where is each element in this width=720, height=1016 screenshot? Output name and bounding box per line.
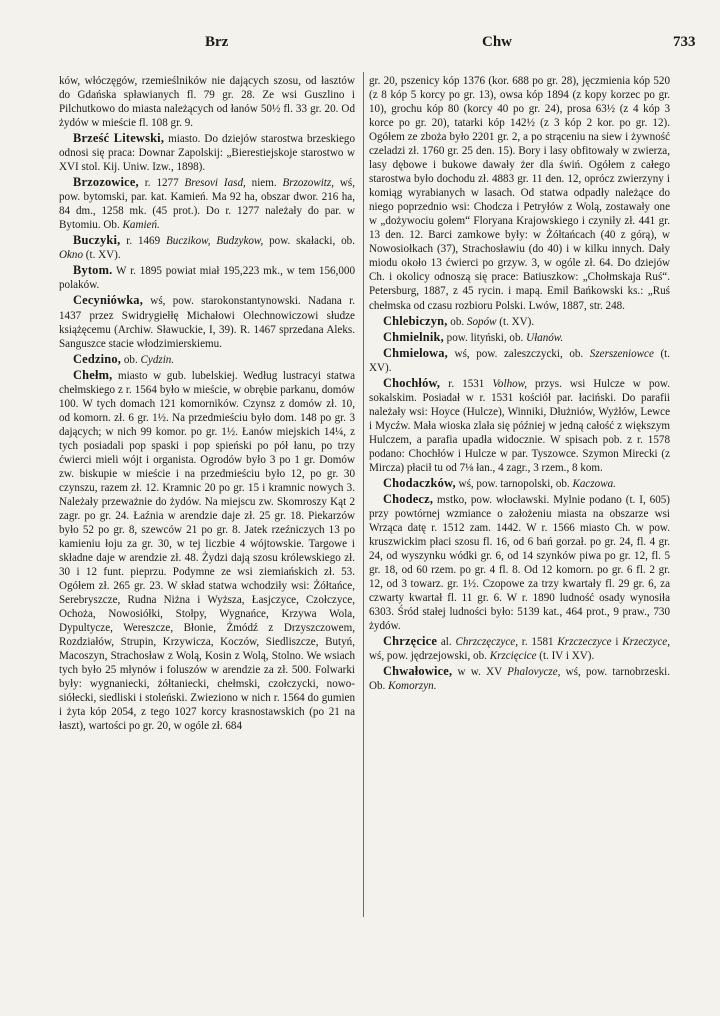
entry-italic: Buczikow, Budzykow,	[166, 235, 264, 248]
dictionary-entry	[369, 634, 670, 663]
entry-italic: Sopów	[466, 315, 497, 328]
dictionary-entry	[369, 330, 670, 345]
entry-italic: Chrzczęczyce,	[455, 636, 518, 649]
entry-text: w w. XV	[452, 666, 508, 679]
entry-headword: Brześć Litewski,	[73, 131, 165, 146]
entry-text: gr. 20, pszenicy kóp 1376 (kor. 688 po gr. 28), jęczmienia kóp 520 (z 8 kóp 5 korcy po gr. 13), owsa kóp 1894 (z kopy korzec po gr. 10), grochu kóp 80 (korcy 40 po gr. 24), prosa 63½ (z 4 kóp 3 korce po gr. 20), tatarki kóp 142½ (z 3 kóp 2 kor. po gr. 12). Ogółem ze zboża było 2201 gr. 2, a po strąceniu na siew i żywność czeladzi zł. 1760 gr. 25 den. 15). Bory i lasy obfitowały w zwierza, lasy dębowe i bukowe dawały żer dla świń. Ogółem z całego starostwa było dochodu zł. 4883 gr. 11 den. 12, oprócz zwierzyny i komiąg wyrabianych w lasach. Od statwa odpadły należące do niego poprzednio wsi: Chodcza i Petryłów z Wolą, zostawały one w „dożywociu gołem“ Floryana Krajowskiego i czyniły zł. 441 gr. 13 den. 12. Barci zamkowe były: w Żółtańcach (40 z górą), w Nowosiołkach (37), Strachosławiu (do 40) i w kilku innych. Dały miodu około 13 ćwierci po grzyw. 3, w ogóle zł. 64. Do dziejów Ch. i okolicy odnoszą się prace: Batiuszkow: „Chołmskaja Ruś“. Petersburg, 1887, z 45 rycin. i mapą. Emil Bańkowski ks.: „Ruś chełmska od czasu rozbioru Polski. Lwów, 1887, str. 248.	[369, 75, 670, 312]
entry-text: miasto. Do dziejów starostwa brzeskiego odnosi się praca: Downar Zapolskij: „Bierestiejskoje starostwo w XVI stol. Kij. Uniw. Izw., 1898).	[59, 133, 355, 174]
entry-text: (t. IV i XV).	[536, 650, 595, 663]
entry-headword: Chwałowice,	[383, 664, 453, 679]
entry-italic: Kamień.	[122, 219, 160, 232]
dictionary-entry	[59, 233, 355, 262]
entry-text: (t. XV).	[83, 249, 121, 262]
dictionary-entry	[59, 175, 355, 232]
dictionary-entry	[369, 376, 670, 475]
running-head-left: Brz	[205, 34, 229, 50]
entry-italic: Brzozowitz,	[282, 177, 334, 190]
entry-text: i	[611, 636, 623, 649]
entry-text: pow. lityński, ob.	[443, 331, 527, 344]
dictionary-entry	[369, 476, 670, 491]
entry-headword: Chełm,	[73, 367, 113, 382]
dictionary-entry	[59, 263, 355, 292]
dictionary-entry	[59, 352, 355, 367]
entry-text: W r. 1895 powiat miał 195,223 mk., w tem 156,000 polaków.	[59, 265, 355, 292]
entry-text: ków, włóczęgów, rzemieślników nie dających szosu, od łasztów do Gdańska spławianych fl. 79 gr. 28. Ze wsi Guszlino i Pilchutkowo do miasta należących od łanów 50½ fl. 33 gr. 20. Od żydów w mieście fl. 108 gr. 9.	[59, 75, 355, 130]
entry-text: wś, pow. zaleszczycki, ob.	[447, 347, 590, 360]
entry-text: wś, pow. jędrzejowski, ob.	[369, 650, 490, 663]
entry-headword: Chlebiczyn,	[383, 313, 448, 328]
column-divider	[363, 72, 364, 917]
entry-italic: Cydzin.	[140, 353, 175, 366]
entry-text: (t. XV).	[369, 347, 670, 374]
dictionary-entry	[369, 346, 670, 375]
entry-headword: Chmielnik,	[383, 329, 444, 344]
running-head-center: Chw	[482, 34, 513, 50]
entry-text: pow. skałacki, ob.	[263, 235, 356, 248]
entry-text: r. 1469	[120, 235, 167, 248]
dictionary-entry	[59, 74, 355, 130]
entry-text: przys. wsi Hulcze w pow. sokalskim. Posiadał w r. 1531 kościół par. łaciński. Do parafii należały wsi: Hoyce (Hulcze), Winniki, Dłużniów, Wyżłów, Lewce i Mycźw. Mała wioska zlała się później w jedną całość z większym Hulczem, a parafia upadła widocznie. W spisach pob. z r. 1578 podano: Chochłów i Hulcze w par. Tyszowce. Szymon Mirecki (z Mircza) płacił tu od 7⅛ łan., 4 zagr., 3 rzem., 8 kom.	[369, 377, 670, 474]
entry-headword: Chodaczków,	[383, 475, 456, 490]
dictionary-entry	[369, 664, 670, 693]
entry-italic: Komorzyn.	[388, 680, 437, 693]
entry-headword: Chochłów,	[383, 375, 441, 390]
entry-text: wś, pow. tarnopolski, ob.	[455, 477, 573, 490]
entry-italic: Bresovi Iasd,	[184, 177, 246, 190]
entry-headword: Chrzęcice	[383, 634, 438, 649]
entry-text: wś, pow. tarnobrzeski. Ob.	[369, 666, 670, 693]
entry-text: ob.	[121, 353, 141, 366]
entry-italic: Szerszeniowce	[589, 347, 654, 360]
entry-italic: Volhow,	[492, 377, 528, 390]
entry-text: r. 1531	[440, 377, 493, 390]
entry-headword: Bytom.	[73, 263, 113, 278]
dictionary-entry	[59, 368, 355, 734]
entry-italic: Kaczowa.	[572, 477, 616, 490]
dictionary-entry	[369, 314, 670, 329]
entry-italic: Krzczeczyce	[557, 636, 612, 649]
left-column	[59, 74, 355, 734]
entry-headword: Cedzino,	[73, 351, 122, 366]
entry-text: wś, pow. starokonstantynowski. Nadana r. 1437 przez Swidrygiełłę Michałowi Olechnowiczowi słudze książęcemu (Archiw. Sławuckie, I, 39). R. 1467 sprzedana Aleks. Sanguszce stacie włodzimierskiemu.	[59, 295, 355, 350]
entry-text: mstko, pow. włocławski. Mylnie podano (t. I, 605) przy powtórnej wzmiance o założeniu miasta na obszarze wsi Wrząca datę r. 1512 zam. 1442. W r. 1566 miasto Ch. w pow. kruszwickim płaci szosu fl. 16, od 6 bań gorzał. po gr. 24, fl. 4 gr. 24, od wyszynku wódki gr. 6, od 14 szynków piwa po gr. 12, fl. 5 gr. 18, od 60 rzem. po gr. 4 fl. 8. Od 12 komorn. po gr. 6 fl. 2 gr. 12, od 3 towarz. gr. 1½. Czopowe za trzy kwartały fl. 29 gr. 6, za czwarty kwartał fl. 11 gr. 6. W r. 1890 ludność osady wynosiła 6303. Śród stałej ludności było: 5139 kat., 464 prot., 9 praw., 730 żydów.	[369, 493, 670, 633]
dictionary-entry	[59, 131, 355, 174]
entry-headword: Chodecz,	[383, 491, 434, 506]
entry-italic: Ułanów.	[526, 331, 564, 344]
entry-text: al.	[437, 636, 456, 649]
entry-headword: Chmielowa,	[383, 345, 448, 360]
entry-text: niem.	[245, 177, 283, 190]
right-column	[369, 74, 670, 694]
entry-headword: Buczyki,	[73, 233, 121, 248]
page-number: 733	[673, 34, 696, 50]
entry-text: r. 1581	[517, 636, 558, 649]
entry-italic: Okno	[59, 249, 84, 262]
entry-italic: Krzcięcice	[489, 650, 537, 663]
entry-text: (t. XV).	[496, 315, 535, 328]
entry-italic: Phalovycze,	[507, 666, 561, 679]
entry-text: miasto w gub. lubelskiej. Według lustracyi statwa chełmskiego z r. 1564 było w mieście, w obrębie parkanu, domów 100. W tych domach 121 komorników. Czynsz z domów zł. 10, od komorn. zł. 6 gr. 1½. Na przedmieściu było dom. 148 po gr. 3 dających; w nich 99 komor. po gr. 1½. Łanów miejskich 14¼, z tych posiadali pop spaski i pop spieński po pół łanu, po trzy ćwierci mieli wójt i organista. Ogrodów było 3 po 1 gr. Domów zw. biskupie w mieście i na przedmieściu było 12, po gr. 30 czynszu, razem zł. 12. Kramnic 20 po gr. 15 i kramnic nowych 3. Należały przeważnie do żydów. Na miejscu zw. Skomroszy Kąt 2 zagr. po gr. 24. Łaźnia w arendzie daje zł. 25 gr. 18. Piekarzów było 52 po gr. 8, szewców 21 po gr. 8. Jatek rzeźniczych 13 po kamieniu łoju za gr. 30, w tej liczbie 4 wójtowskie. Targowe i składne daje w arendzie zł. 48. Żydzi dają szosu królewskiego zł. 30 i 12 funt. pieprzu. Podymne ze wsi ziemiańskich zł. 53. Ogółem zł. 265 gr. 23. W skład statwa wchodziły wsi: Żółtańce, Serebryszcze, Rudna Niżna i Wyższa, Łasjczyce, Czołczyce, Ochoża, Nowosiółki, Stołpy, Wygnańce, Krzywa Wola, Dypultycze, Wereszcze, Błonie, Żmódź z Drzyszczowem, Rozdziałów, Strupin, Krzywicza, Koczów, Siedliszcze, Butyń, Macoszyn, Strachosław z Wolą, Kosin z Wolą, Stolno. We wsiach tych było 25 młynów i foluszów w arendzie za zł. 500. Folwarki były: wygnaniecki, żółtaniecki, chełmski, czołczycki, nowo-siółecki, siedliski i stoleński. Zwieziono w nich r. 1564 do gumien i żyta kóp 2054, z tego 1027 korcy krasnostawskich (po 21 na łaszt), wartości po gr. 20, w ogóle zł. 684	[59, 369, 355, 733]
entry-headword: Cecyniówka,	[73, 293, 144, 308]
entry-headword: Brzozowice,	[73, 175, 139, 190]
dictionary-entry	[59, 293, 355, 350]
dictionary-entry	[369, 492, 670, 633]
entry-italic: Krzeczyce,	[622, 636, 670, 649]
entry-text: r. 1277	[138, 177, 185, 190]
dictionary-entry	[369, 74, 670, 313]
entry-text: wś, pow. bytomski, par. kat. Kamień. Ma 92 ha, obszar dwor. 216 ha, 84 dm., 1258 mk. (45 prot.). Do r. 1277 należały do par. w Bytomiu. Ob.	[59, 177, 355, 232]
entry-text: ob.	[447, 315, 467, 328]
